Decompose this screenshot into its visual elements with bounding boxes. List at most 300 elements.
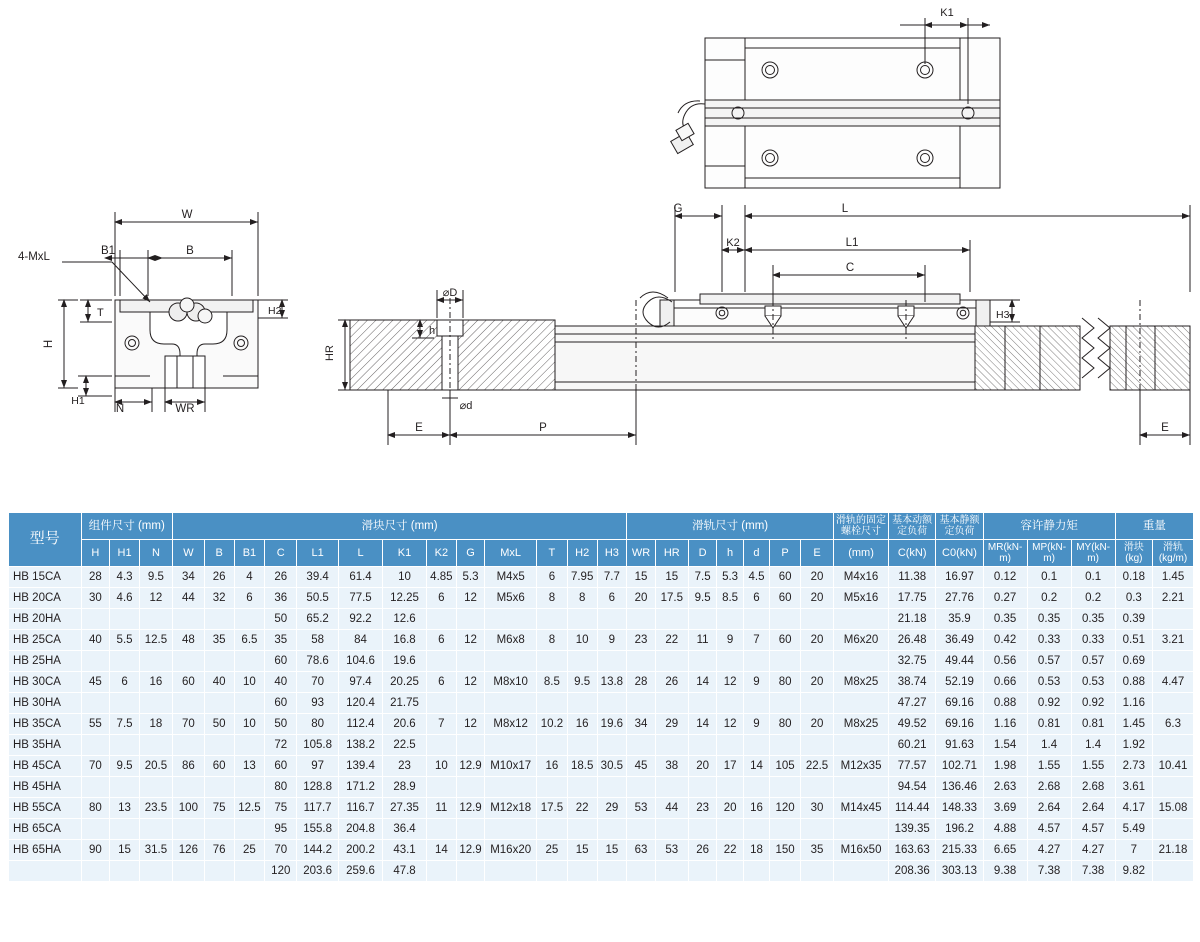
cell: 1.4	[1027, 735, 1071, 756]
cell: 78.6	[297, 651, 339, 672]
cell: 2.68	[1027, 777, 1071, 798]
cell: 21.75	[383, 693, 427, 714]
cell: 6	[427, 588, 457, 609]
cell: M6x20	[834, 630, 889, 651]
cell: 1.45	[1153, 567, 1194, 588]
cell	[655, 735, 688, 756]
label-diameter-d-upper: ⌀D	[442, 287, 458, 299]
cell: 4.17	[1115, 798, 1152, 819]
th-B1: B1	[234, 540, 265, 567]
cell: 22	[567, 798, 597, 819]
cell: 6.5	[234, 630, 265, 651]
cell: 11.38	[889, 567, 936, 588]
cell: 90	[81, 840, 110, 861]
table-row	[9, 735, 1194, 756]
cell: 27.35	[383, 798, 427, 819]
cell: 0.42	[983, 630, 1027, 651]
cell: 75	[265, 798, 297, 819]
cell	[597, 651, 627, 672]
cell: 0.57	[1027, 651, 1071, 672]
cell: 92.2	[339, 609, 383, 630]
cell: 126	[172, 840, 204, 861]
cell	[234, 777, 265, 798]
label-c: C	[845, 262, 855, 274]
table-row	[9, 651, 1194, 672]
cell: 69.16	[936, 693, 983, 714]
cell: 30	[81, 588, 110, 609]
cell	[834, 861, 889, 882]
cell: 60	[770, 630, 801, 651]
cell: M8x12	[485, 714, 537, 735]
cell	[1153, 651, 1194, 672]
th-L: L	[339, 540, 383, 567]
th-T: T	[537, 540, 568, 567]
cell: 8	[537, 630, 568, 651]
cell: 16	[567, 714, 597, 735]
cell	[427, 777, 457, 798]
cell: 105.8	[297, 735, 339, 756]
cell: 8.5	[717, 588, 743, 609]
table-row	[9, 798, 1194, 819]
cell: 21.18	[889, 609, 936, 630]
cell: 0.12	[983, 567, 1027, 588]
cell: M16x50	[834, 840, 889, 861]
label-hr: HR	[324, 345, 336, 361]
th-D: D	[688, 540, 717, 567]
label-e-left: E	[415, 422, 423, 434]
cell: 22	[717, 840, 743, 861]
label-4mxl: 4-MxL	[18, 251, 50, 263]
cell	[485, 861, 537, 882]
cell	[172, 651, 204, 672]
row-model-name: HB 35HA	[9, 735, 82, 756]
row-model-name: HB 35CA	[9, 714, 82, 735]
cell: 12.6	[383, 609, 427, 630]
cell: 7	[743, 630, 769, 651]
label-t: T	[97, 307, 104, 319]
cell	[427, 693, 457, 714]
cell: 4.27	[1027, 840, 1071, 861]
cell: 15	[110, 840, 140, 861]
cell: 6	[537, 567, 568, 588]
cell: 215.33	[936, 840, 983, 861]
cell	[567, 777, 597, 798]
cell: 49.52	[889, 714, 936, 735]
cell: 1.45	[1115, 714, 1152, 735]
cell: 35	[265, 630, 297, 651]
cell: 50	[265, 714, 297, 735]
cell: 84	[339, 630, 383, 651]
cell: 4.3	[110, 567, 140, 588]
cell	[834, 735, 889, 756]
cell: 4.47	[1153, 672, 1194, 693]
cell: 25	[537, 840, 568, 861]
cell: 4.85	[427, 567, 457, 588]
cell: 104.6	[339, 651, 383, 672]
cell: 7	[427, 714, 457, 735]
cell	[204, 735, 234, 756]
cell	[655, 609, 688, 630]
cell: 17.75	[889, 588, 936, 609]
cell: 2.64	[1071, 798, 1115, 819]
label-k1-top: K1	[940, 7, 954, 19]
cell: 69.16	[936, 714, 983, 735]
cell: 19.6	[383, 651, 427, 672]
cell: 34	[172, 567, 204, 588]
cell: 7.5	[688, 567, 717, 588]
cell	[743, 819, 769, 840]
cell: 15.08	[1153, 798, 1194, 819]
table-row	[9, 630, 1194, 651]
row-model-name: HB 65CA	[9, 819, 82, 840]
cell: 12	[456, 714, 485, 735]
cell: 9	[717, 630, 743, 651]
cell: 1.98	[983, 756, 1027, 777]
cell	[110, 777, 140, 798]
cell	[770, 735, 801, 756]
cell: M8x25	[834, 672, 889, 693]
cell: 8.5	[537, 672, 568, 693]
cell: 5.5	[110, 630, 140, 651]
cell: 34	[627, 714, 656, 735]
th-HR: HR	[655, 540, 688, 567]
cell: 148.33	[936, 798, 983, 819]
cell: M16x20	[485, 840, 537, 861]
cell	[655, 861, 688, 882]
cell: 8	[537, 588, 568, 609]
label-p: P	[539, 422, 547, 434]
cell: 70	[172, 714, 204, 735]
cell	[81, 693, 110, 714]
table-row	[9, 819, 1194, 840]
cell: 19.6	[597, 714, 627, 735]
cell: 97.4	[339, 672, 383, 693]
cell	[627, 777, 656, 798]
cell: 1.16	[1115, 693, 1152, 714]
cell: 70	[81, 756, 110, 777]
cell: 36.49	[936, 630, 983, 651]
cell	[597, 735, 627, 756]
cell: 6	[743, 588, 769, 609]
cell: 7.38	[1071, 861, 1115, 882]
cell: 80	[770, 714, 801, 735]
cell: 31.5	[139, 840, 172, 861]
cell: 16	[743, 798, 769, 819]
cell: 100	[172, 798, 204, 819]
cell: 116.7	[339, 798, 383, 819]
cell: 10.41	[1153, 756, 1194, 777]
cell: 38.74	[889, 672, 936, 693]
cell	[456, 735, 485, 756]
cell	[485, 609, 537, 630]
cell: 0.92	[1027, 693, 1071, 714]
cell: 20	[627, 588, 656, 609]
cell	[688, 777, 717, 798]
th-L1: L1	[297, 540, 339, 567]
th-H: H	[81, 540, 110, 567]
cell	[567, 693, 597, 714]
label-k2: K2	[726, 237, 740, 249]
cell: 6	[234, 588, 265, 609]
label-w: W	[181, 209, 193, 221]
side-view	[324, 203, 1190, 445]
cell: M4x16	[834, 567, 889, 588]
cell: 55	[81, 714, 110, 735]
cell	[1153, 819, 1194, 840]
cell: 1.16	[983, 714, 1027, 735]
label-h2: H2	[268, 305, 282, 317]
label-n: N	[115, 403, 125, 415]
cell	[234, 693, 265, 714]
cell	[743, 609, 769, 630]
cell: 10	[567, 630, 597, 651]
cell: 80	[297, 714, 339, 735]
table-body	[9, 567, 1194, 882]
cell: 5.49	[1115, 819, 1152, 840]
cell	[770, 777, 801, 798]
cell	[485, 693, 537, 714]
cell: 14	[427, 840, 457, 861]
cell: 20	[688, 756, 717, 777]
cell: 13	[110, 798, 140, 819]
cell: 47.27	[889, 693, 936, 714]
cell	[743, 861, 769, 882]
th-H3: H3	[597, 540, 627, 567]
cell: 23	[627, 630, 656, 651]
cell: 14	[688, 714, 717, 735]
cell: 12.5	[234, 798, 265, 819]
cell: 20	[717, 798, 743, 819]
cell: 60	[265, 693, 297, 714]
cell: 102.71	[936, 756, 983, 777]
cell: 303.13	[936, 861, 983, 882]
cell: 50	[204, 714, 234, 735]
cell: 6	[427, 672, 457, 693]
cell: 6	[427, 630, 457, 651]
cell: 93	[297, 693, 339, 714]
table-row	[9, 777, 1194, 798]
cell: 63	[627, 840, 656, 861]
cell	[110, 861, 140, 882]
cell	[204, 609, 234, 630]
cell: 13	[234, 756, 265, 777]
cell	[110, 819, 140, 840]
cell: M12x18	[485, 798, 537, 819]
th-C-kN: C(kN)	[889, 540, 936, 567]
cell: 15	[597, 840, 627, 861]
cell: 43.1	[383, 840, 427, 861]
cell: 1.4	[1071, 735, 1115, 756]
cell	[567, 609, 597, 630]
cell	[427, 735, 457, 756]
cell: M8x10	[485, 672, 537, 693]
cell	[800, 735, 833, 756]
cell: 20.6	[383, 714, 427, 735]
cell	[427, 819, 457, 840]
th-MY: MY(kN-m)	[1071, 540, 1115, 567]
cell	[655, 693, 688, 714]
cell	[537, 735, 568, 756]
cell	[627, 735, 656, 756]
cell	[537, 819, 568, 840]
cell	[1153, 609, 1194, 630]
cell: 139.35	[889, 819, 936, 840]
cell: 2.73	[1115, 756, 1152, 777]
cell	[688, 861, 717, 882]
cell	[597, 777, 627, 798]
th-H1: H1	[110, 540, 140, 567]
cell: 4	[234, 567, 265, 588]
cell: M4x5	[485, 567, 537, 588]
cell: 48	[172, 630, 204, 651]
cell	[456, 861, 485, 882]
cell: 20	[800, 567, 833, 588]
th-weight-block: 滑块(kg)	[1115, 540, 1152, 567]
cell: 12	[456, 672, 485, 693]
cell: 1.92	[1115, 735, 1152, 756]
th-model: 型号	[9, 513, 82, 567]
cell: 20	[800, 588, 833, 609]
cell: 77.5	[339, 588, 383, 609]
cell	[567, 819, 597, 840]
cell: M5x16	[834, 588, 889, 609]
cell	[770, 651, 801, 672]
cell	[567, 861, 597, 882]
table-row	[9, 609, 1194, 630]
cell: 60	[204, 756, 234, 777]
cell	[743, 777, 769, 798]
cell: 23.5	[139, 798, 172, 819]
cell: 9.38	[983, 861, 1027, 882]
cell	[770, 819, 801, 840]
cell: 40	[204, 672, 234, 693]
cell: 70	[265, 840, 297, 861]
cell: 128.8	[297, 777, 339, 798]
table-head	[9, 513, 1194, 567]
cell: 120	[770, 798, 801, 819]
cell	[717, 861, 743, 882]
cell	[537, 777, 568, 798]
th-group-dynamic: 基本动额定负荷	[889, 513, 936, 540]
cell: 3.21	[1153, 630, 1194, 651]
cell: 35.9	[936, 609, 983, 630]
cell	[597, 609, 627, 630]
cell: 72	[265, 735, 297, 756]
cell: M12x35	[834, 756, 889, 777]
row-model-name: HB 20CA	[9, 588, 82, 609]
th-group-bolt: 滑轨的固定螺栓尺寸	[834, 513, 889, 540]
cell: 28.9	[383, 777, 427, 798]
cell: 20	[800, 714, 833, 735]
cell: 49.44	[936, 651, 983, 672]
cell: 0.2	[1027, 588, 1071, 609]
th-group-assembly: 组件尺寸 (mm)	[81, 513, 172, 540]
cell: 26	[204, 567, 234, 588]
cell: 70	[297, 672, 339, 693]
cell	[770, 609, 801, 630]
cell: 144.2	[297, 840, 339, 861]
cell	[834, 819, 889, 840]
cell: 7.7	[597, 567, 627, 588]
front-view	[18, 209, 288, 415]
cell: 9.5	[688, 588, 717, 609]
cell: 155.8	[297, 819, 339, 840]
cell: 18.5	[567, 756, 597, 777]
table-row	[9, 567, 1194, 588]
cell: 0.69	[1115, 651, 1152, 672]
cell: 12.9	[456, 756, 485, 777]
cell	[139, 693, 172, 714]
cell: 14	[743, 756, 769, 777]
cell: 10	[234, 714, 265, 735]
label-h3: H3	[996, 309, 1010, 321]
cell	[427, 861, 457, 882]
cell: 6	[110, 672, 140, 693]
cell	[204, 777, 234, 798]
th-group-moment: 容许静力矩	[983, 513, 1115, 540]
cell	[834, 651, 889, 672]
cell: 3.69	[983, 798, 1027, 819]
th-K1: K1	[383, 540, 427, 567]
cell: 39.4	[297, 567, 339, 588]
cell: 77.57	[889, 756, 936, 777]
cell	[81, 777, 110, 798]
cell	[743, 693, 769, 714]
cell: 12	[139, 588, 172, 609]
cell	[172, 735, 204, 756]
cell	[204, 651, 234, 672]
cell: 30	[800, 798, 833, 819]
cell: 35	[204, 630, 234, 651]
cell: 0.35	[983, 609, 1027, 630]
cell	[1153, 693, 1194, 714]
cell	[717, 735, 743, 756]
cell: 28	[81, 567, 110, 588]
cell: 0.33	[1071, 630, 1115, 651]
cell: 20	[800, 630, 833, 651]
cell: 9.5	[139, 567, 172, 588]
cell: 12	[717, 672, 743, 693]
th-G: G	[456, 540, 485, 567]
cell: 16	[537, 756, 568, 777]
cell: 200.2	[339, 840, 383, 861]
cell: 50.5	[297, 588, 339, 609]
cell	[485, 735, 537, 756]
cell: 21.18	[1153, 840, 1194, 861]
cell: 60	[265, 756, 297, 777]
cell: 65.2	[297, 609, 339, 630]
cell: 0.39	[1115, 609, 1152, 630]
cell	[800, 609, 833, 630]
cell: 20	[800, 672, 833, 693]
row-model-name	[9, 861, 82, 882]
cell: 45	[627, 756, 656, 777]
cell	[234, 735, 265, 756]
cell	[485, 777, 537, 798]
cell: 5.3	[456, 567, 485, 588]
cell: 76	[204, 840, 234, 861]
cell	[688, 651, 717, 672]
cell: 26	[265, 567, 297, 588]
cell: 208.36	[889, 861, 936, 882]
cell: 0.1	[1027, 567, 1071, 588]
label-g: G	[673, 203, 683, 215]
cell	[110, 651, 140, 672]
cell: 5.3	[717, 567, 743, 588]
cell: 0.88	[1115, 672, 1152, 693]
cell: 52.19	[936, 672, 983, 693]
row-model-name: HB 45CA	[9, 756, 82, 777]
